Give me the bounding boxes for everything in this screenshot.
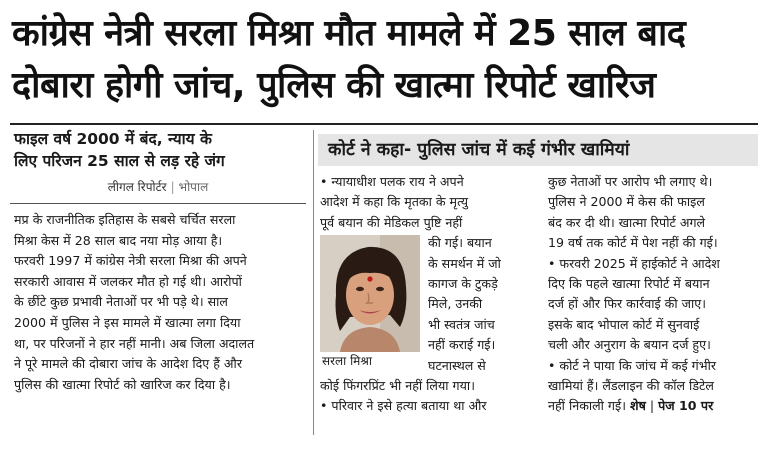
body-line: • न्यायाधीश पलक राय ने अपने: [320, 174, 464, 189]
portrait-photo: [320, 235, 420, 352]
continued-label: शेष: [630, 398, 646, 414]
photo-wrap-block: [320, 233, 532, 376]
body-line: भी स्वतंत्र जांच: [428, 316, 495, 332]
body-line: बंद कर दी थी। खात्मा रिपोर्ट अगले: [548, 214, 706, 230]
byline-reporter: लीगल रिपोर्टर: [107, 180, 167, 194]
body-line: पूर्व बयान की मेडिकल पुष्टि नहीं: [320, 214, 463, 230]
body-line: कोई फिंगरप्रिंट भी नहीं लिया गया।: [320, 378, 475, 394]
body-line: खामियां हैं। लैंडलाइन की कॉल डिटेल: [548, 378, 714, 394]
body-line: दिए कि पहले खात्मा रिपोर्ट में बयान: [548, 276, 710, 292]
right-subheading: कोर्ट ने कहा- पुलिस जांच में कई गंभीर खामियां: [318, 134, 758, 166]
body-line: मिश्रा केस में 28 साल बाद नया मोड़ आया है।: [14, 232, 223, 248]
body-line: के छींटे कुछ प्रभावी नेताओं पर भी पड़े थे। साल: [14, 294, 228, 310]
headline: [12, 8, 756, 112]
continuation-separator: |: [649, 398, 655, 414]
body-line: के समर्थन में जो: [428, 255, 501, 271]
body-line: 2000 में पुलिस ने इस मामले में खात्मा लगा दिया: [14, 314, 241, 330]
byline: [10, 178, 306, 195]
left-column: [10, 128, 306, 395]
body-line: चली और अनुराग के बयान दर्ज हुए।: [548, 337, 711, 353]
left-subheading-line-2: लिए परिजन 25 साल से लड़ रहे जंग: [14, 152, 225, 170]
left-subheading: [10, 128, 306, 172]
headline-line-1: कांग्रेस नेत्री सरला मिश्रा मौत मामले में 25 साल बाद: [12, 13, 686, 54]
headline-divider: [10, 123, 758, 125]
body-line: • कोर्ट ने पाया कि जांच में कई गंभीर: [548, 357, 716, 373]
photo-box: [320, 235, 420, 373]
byline-place: भोपाल: [178, 180, 209, 194]
right-column: [548, 172, 758, 417]
continuation-text: नहीं निकाली गई।: [548, 398, 626, 414]
headline-line-2: दोबारा होगी जांच, पुलिस की खात्मा रिपोर्ट खारिज: [12, 65, 656, 106]
body-line: पुलिस ने 2000 में केस की फाइल: [548, 194, 705, 210]
body-line: की गई। बयान: [428, 235, 492, 251]
body-line: आदेश में कहा कि मृतका के मृत्यु: [320, 194, 469, 210]
body-line: घटनास्थल से: [428, 357, 486, 373]
body-line: मिले, उनकी: [428, 296, 483, 312]
column-divider: [313, 130, 314, 435]
photo-caption: सरला मिश्रा: [322, 354, 372, 369]
middle-column: [320, 172, 532, 417]
left-body: [10, 210, 306, 395]
body-line: ने पूरे मामले की दोबारा जांच के आदेश दिए हैं और: [14, 356, 242, 372]
body-line: कुछ नेताओं पर आरोप भी लगाए थे।: [548, 174, 713, 189]
body-line: दर्ज हों और फिर कार्रवाई की जाए।: [548, 296, 706, 312]
body-line: इसके बाद भोपाल कोर्ट में सुनवाई: [548, 316, 700, 332]
body-line: पुलिस की खात्मा रिपोर्ट को खारिज कर दिया है।: [14, 376, 231, 392]
byline-separator: |: [170, 180, 175, 194]
body-line: • परिवार ने इसे हत्या बताया था और: [320, 398, 487, 414]
body-line: मप्र के राजनीतिक इतिहास के सबसे चर्चित सरला: [14, 212, 236, 227]
body-line: 19 वर्ष तक कोर्ट में पेश नहीं की गई।: [548, 235, 718, 251]
body-line: नहीं कराई गई।: [428, 337, 496, 353]
body-line: • फरवरी 2025 में हाईकोर्ट ने आदेश: [548, 255, 720, 271]
photo-side-text: [420, 233, 501, 376]
body-line: सरकारी आवास में जलकर मौत हो गई थी। आरोपों: [14, 273, 242, 289]
body-line: था, पर परिजनों ने हार नहीं मानी। अब जिला अदालत: [14, 335, 255, 351]
body-line: कागज के टुकड़े: [428, 276, 498, 292]
body-line: फरवरी 1997 में कांग्रेस नेत्री सरला मिश्रा की अपने: [14, 253, 247, 269]
continued-page-ref: पेज 10 पर: [658, 398, 714, 414]
continuation-line: [548, 396, 758, 416]
left-subheading-line-1: फाइल वर्ष 2000 में बंद, न्याय के: [14, 130, 212, 148]
left-divider: [10, 203, 306, 204]
